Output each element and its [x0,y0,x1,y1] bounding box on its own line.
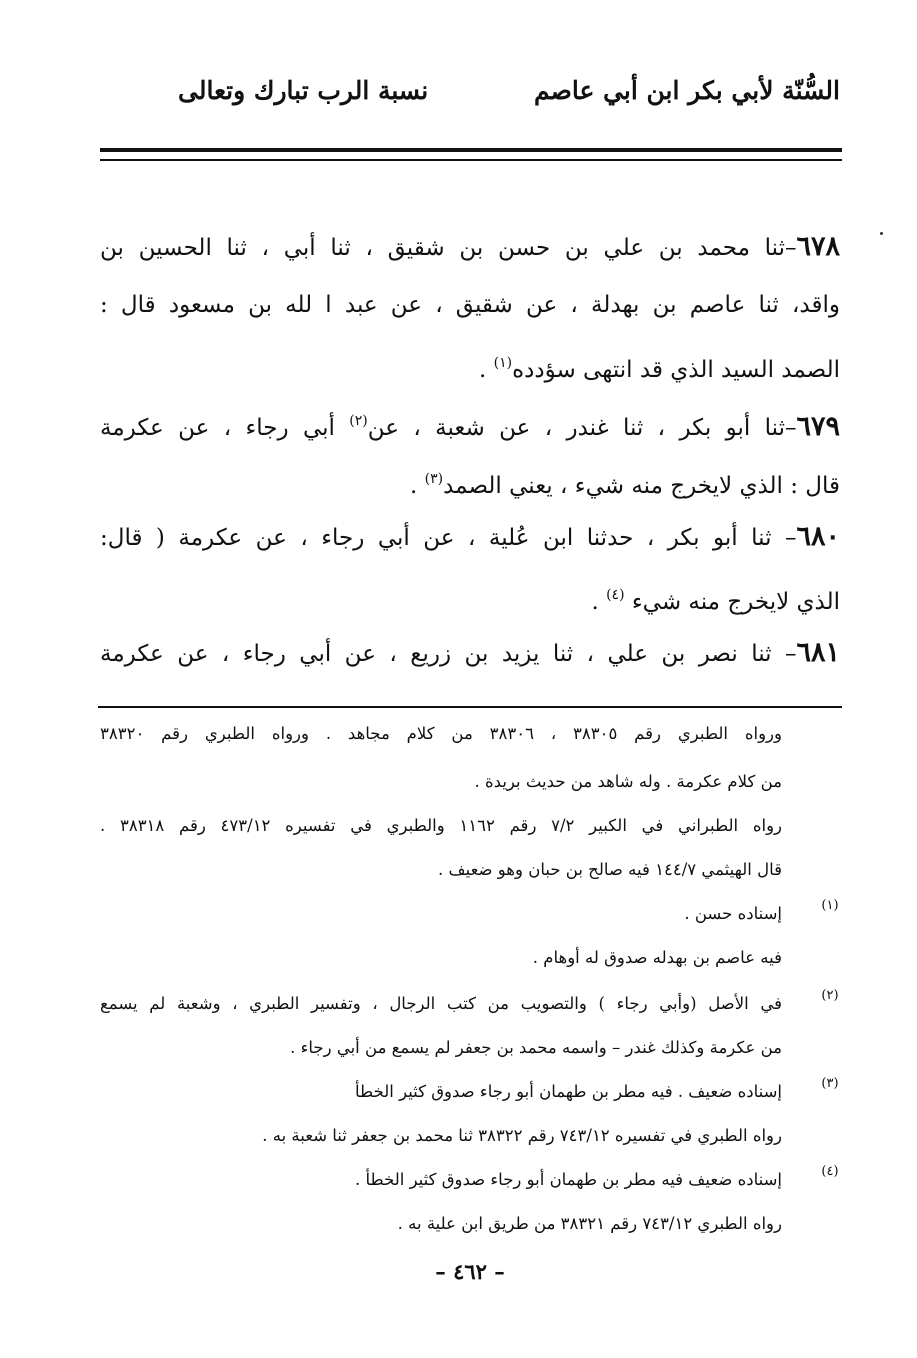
header-rule-thick [100,148,842,152]
line-tail: . [409,473,425,499]
line-tail: . [591,589,607,615]
hadith-number: ٦٨٠ [796,521,840,552]
scan-speck [880,232,883,235]
footnote-line: إسناده حسن . [684,904,782,923]
footnote-marker: (٤) [821,1164,839,1179]
footnote-ref: (٢) [349,413,368,429]
line-text: الذي لايخرج منه شيء [624,589,840,615]
footnote-rule [98,706,842,708]
line-text: واقد، ثنا عاصم بن بهدلة ، عن شقيق ، عن عبد ا لله بن مسعود قال : [100,292,840,318]
header-rule-thin [100,159,842,161]
footnote-line: في الأصل (وأبي رجاء ) والتصويب من كتب الرجال ، وتفسير الطبري ، وشعبة لم يسمع [100,994,782,1013]
footnote-line: فيه عاصم بن بهدله صدوق له أوهام . [532,948,782,967]
text-line [100,392,840,450]
line-text: الصمد السيد الذي قد انتهى سؤدده [512,357,840,383]
line-text: – ثنا أبو بكر ، حدثنا ابن عُلية ، عن أبي رجاء ، عن عكرمة ( قال: [100,525,797,551]
text-line [100,624,840,682]
line-tail: أبي رجاء ، عن عكرمة [100,415,350,441]
page-number: – ٤٦٢ – [435,1259,505,1284]
text-line [100,450,840,508]
text-line [100,334,840,392]
text-line [100,218,840,276]
footnote-ref: (١) [493,355,513,371]
hadith-number: ٦٧٩ [796,411,840,442]
footnote-line: رواه الطبري ٧٤٣/١٢ رقم ٣٨٣٢١ من طريق ابن علية به . [397,1214,782,1233]
line-text: – ثنا نصر بن علي ، ثنا يزيد بن زريع ، عن أبي رجاء ، عن عكرمة [100,641,797,667]
footnote-line: من كلام عكرمة . وله شاهد من حديث بريدة . [474,772,782,791]
footnote-line: إسناده ضعيف فيه مطر بن طهمان أبو رجاء صدوق كثير الخطأ . [355,1170,782,1189]
text-line [100,508,840,566]
footnote-line: من عكرمة وكذلك غندر – واسمه محمد بن جعفر لم يسمع من أبي رجاء . [290,1038,782,1057]
footnote-ref: (٣) [424,471,444,487]
main-text [100,218,840,682]
footnote-marker: (١) [821,898,839,913]
book-title: السُّنّة لأبي بكر ابن أبي عاصم [533,76,840,105]
footnote-line: رواه الطبراني في الكبير ٧/٢ رقم ١١٦٢ والطبري في تفسيره ٤٧٣/١٢ رقم ٣٨٣١٨ . [100,816,782,835]
footnote-ref: (٤) [606,587,625,603]
footnote-marker: (٢) [821,988,839,1003]
text-line [100,566,840,624]
footnote-line: قال الهيثمي ١٤٤/٧ فيه صالح بن حبان وهو ضعيف . [438,860,782,879]
footnote-marker: (٣) [821,1076,839,1091]
line-text: –ثنا أبو بكر ، ثنا غندر ، عن شعبة ، عن [367,415,797,441]
line-text: –ثنا محمد بن علي بن حسن بن شقيق ، ثنا أبي ، ثنا الحسين بن [100,235,797,261]
hadith-number: ٦٨١ [796,637,840,668]
footnote-line: رواه الطبري في تفسيره ٧٤٣/١٢ رقم ٣٨٣٢٢ ثنا محمد بن جعفر ثنا شعبة به . [262,1126,782,1145]
line-text: قال : الذي لايخرج منه شيء ، يعني الصمد [443,473,840,499]
line-tail: . [478,357,494,383]
footnote-line: إسناده ضعيف . فيه مطر بن طهمان أبو رجاء صدوق كثير الخطأ [355,1082,782,1101]
text-line [100,276,840,334]
hadith-number: ٦٧٨ [796,231,840,262]
footnote-line: ورواه الطبري رقم ٣٨٣٠٥ ، ٣٨٣٠٦ من كلام مجاهد . ورواه الطبري رقم ٣٨٣٢٠ [100,724,782,743]
chapter-title: نسبة الرب تبارك وتعالى [178,76,429,105]
running-header [100,76,840,120]
